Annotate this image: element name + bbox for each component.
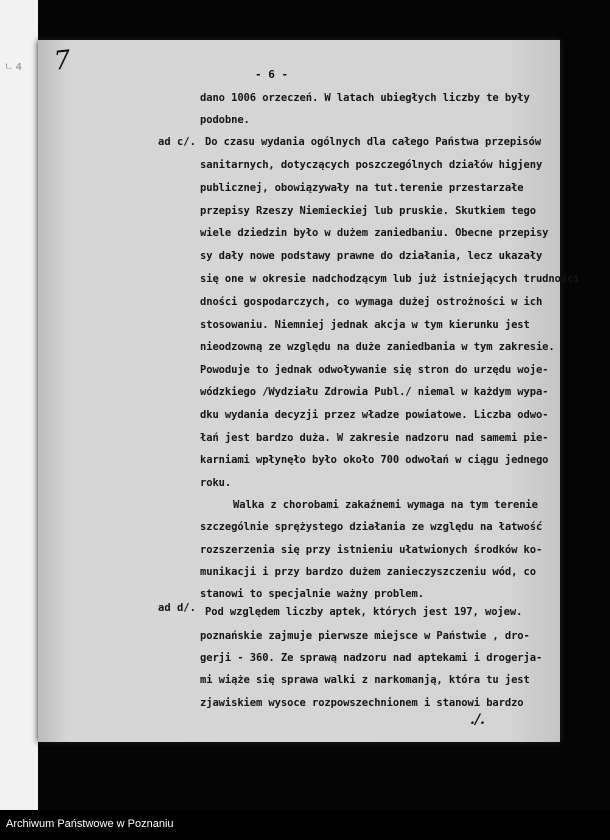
text-line: stosowaniu. Niemniej jednak akcja w tym kierunku jest	[200, 319, 530, 331]
text-line: stanowi to specjalnie ważny problem.	[200, 588, 424, 600]
text-line: publicznej, obowiązywały na tut.terenie przestarzałe	[200, 182, 524, 194]
text-line: szczególnie sprężystego działania ze względu na łatwość	[200, 521, 543, 533]
section-marker-c: ad c/.	[158, 136, 196, 148]
text-line: przepisy Rzeszy Niemieckiej lub pruskie. Skutkiem tego	[200, 205, 536, 217]
text-line: munikacji i przy bardzo dużem zanieczyszczeniu wód, co	[200, 566, 536, 578]
text-line: podobne.	[200, 114, 250, 126]
archive-footer-bar	[0, 810, 610, 840]
text-line: rozszerzenia się przy istnieniu ułatwionych środków ko-	[200, 544, 543, 556]
handwritten-folio-number: 7	[52, 45, 73, 77]
text-line: zjawiskiem wysoce rozpowszechnionem i stanowi bardzo	[200, 697, 524, 709]
text-line: wiele dziedzin było w dużem zaniedbaniu. Obecne przepisy	[200, 227, 549, 239]
text-line: Pod względem liczby aptek, których jest 197, wojew.	[205, 606, 523, 618]
text-line: nieodzowną ze względu na duże zaniedbania w tym zakresie.	[200, 341, 555, 353]
scanner-left-strip	[0, 0, 38, 810]
text-line: wódzkiego /Wydziału Zdrowia Publ./ niemal w każdym wypa-	[200, 386, 549, 398]
text-line: się one w okresie nadchodzącym lub już istniejących trudności	[200, 273, 580, 285]
text-line: Do czasu wydania ogólnych dla całego Państwa przepisów	[205, 136, 541, 148]
text-line: dku wydania decyzji przez władze powiatowe. Liczba odwo-	[200, 409, 549, 421]
archive-name: Archiwum Państwowe w Poznaniu	[6, 818, 174, 830]
text-line: poznańskie zajmuje pierwsze miejsce w Państwie , dro-	[200, 630, 530, 642]
text-line: gerji - 360. Ze sprawą nadzoru nad aptekami i drogerja-	[200, 652, 543, 664]
text-line: sy dały nowe podstawy prawne do działania, lecz ukazały	[200, 250, 543, 262]
text-line: roku.	[200, 477, 232, 489]
text-line: Powoduje to jednak odwoływanie się stron do urzędu woje-	[200, 364, 549, 376]
margin-mark: ㄴ4	[4, 62, 25, 73]
section-marker-d: ad d/.	[158, 602, 196, 614]
text-line: dano 1006 orzeczeń. W latach ubiegłych liczby te były	[200, 92, 530, 104]
text-line: mi wiąże się sprawa walki z narkomanją, która tu jest	[200, 674, 530, 686]
text-line: dności gospodarczych, co wymaga dużej ostrożności w ich	[200, 296, 543, 308]
text-line: Walka z chorobami zakaźnemi wymaga na tym terenie	[233, 499, 538, 511]
text-line: łań jest bardzo duża. W zakresie nadzoru nad samemi pie-	[200, 432, 549, 444]
text-line: karniami wpłynęło było około 700 odwołań w ciągu jednego	[200, 454, 549, 466]
continuation-mark: ./.	[470, 712, 485, 728]
page-number: - 6 -	[255, 68, 289, 81]
text-line: sanitarnych, dotyczących poszczególnych działów higjeny	[200, 159, 543, 171]
